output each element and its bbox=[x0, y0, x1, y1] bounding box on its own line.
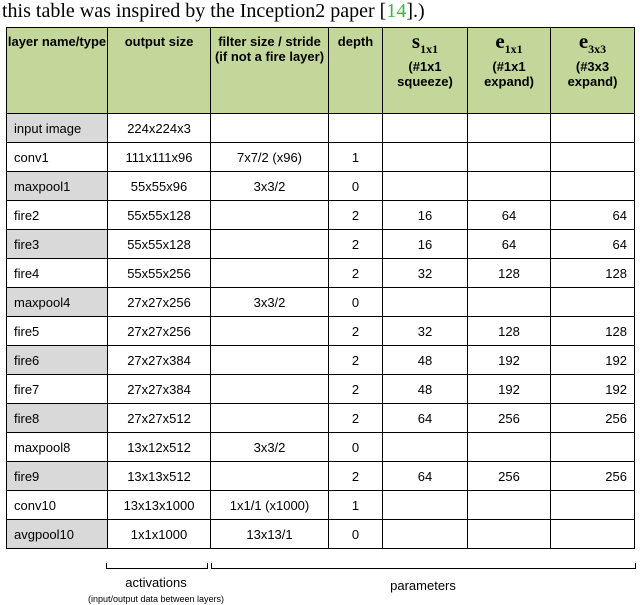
cell-output-size: 55x55x128 bbox=[108, 230, 211, 259]
cell-filter-size bbox=[211, 230, 329, 259]
table-row bbox=[7, 346, 635, 375]
cell-expand-1x1 bbox=[468, 172, 551, 201]
cell-expand-3x3 bbox=[551, 114, 635, 143]
cell-filter-size: 3x3/2 bbox=[211, 288, 329, 317]
cell-output-size: 13x12x512 bbox=[108, 433, 211, 462]
cell-layer: fire7 bbox=[7, 375, 108, 404]
cell-output-size: 1x1x1000 bbox=[108, 520, 211, 549]
cell-output-size: 27x27x256 bbox=[108, 288, 211, 317]
table-row bbox=[7, 288, 635, 317]
cell-squeeze bbox=[383, 114, 468, 143]
table-row bbox=[7, 375, 635, 404]
header-depth: depth bbox=[329, 28, 383, 114]
header-expand-1x1-sub: 1x1 bbox=[504, 42, 523, 57]
activations-label bbox=[76, 575, 236, 605]
cell-squeeze: 64 bbox=[383, 404, 468, 433]
cell-expand-3x3: 64 bbox=[551, 201, 635, 230]
header-expand-3x3 bbox=[551, 28, 635, 114]
table-row bbox=[7, 143, 635, 172]
cell-output-size: 13x13x512 bbox=[108, 462, 211, 491]
cell-depth: 2 bbox=[329, 317, 383, 346]
header-squeeze-desc: (#1x1 squeeze) bbox=[397, 59, 453, 90]
cell-depth: 2 bbox=[329, 404, 383, 433]
cell-layer: maxpool1 bbox=[7, 172, 108, 201]
cell-expand-3x3 bbox=[551, 491, 635, 520]
cell-expand-3x3: 192 bbox=[551, 346, 635, 375]
cell-output-size: 55x55x256 bbox=[108, 259, 211, 288]
cell-expand-1x1 bbox=[468, 114, 551, 143]
cell-expand-3x3: 128 bbox=[551, 317, 635, 346]
cell-output-size: 13x13x1000 bbox=[108, 491, 211, 520]
cell-expand-1x1: 192 bbox=[468, 375, 551, 404]
table-row bbox=[7, 114, 635, 143]
cell-expand-1x1: 128 bbox=[468, 317, 551, 346]
cell-expand-1x1 bbox=[468, 520, 551, 549]
header-filter-size: filter size / stride (if not a fire layer) bbox=[211, 28, 329, 114]
caption bbox=[2, 0, 425, 22]
cell-squeeze: 48 bbox=[383, 375, 468, 404]
cell-expand-3x3: 192 bbox=[551, 375, 635, 404]
header-expand-3x3-symbol: e bbox=[578, 29, 589, 53]
cell-squeeze bbox=[383, 288, 468, 317]
table-row bbox=[7, 259, 635, 288]
cell-filter-size: 3x3/2 bbox=[211, 433, 329, 462]
cell-expand-1x1: 192 bbox=[468, 346, 551, 375]
header-expand-3x3-desc: (#3x3 expand) bbox=[567, 59, 618, 90]
cell-expand-1x1: 256 bbox=[468, 462, 551, 491]
header-squeeze-symbol: s bbox=[411, 29, 421, 53]
table-row bbox=[7, 230, 635, 259]
cell-layer: maxpool8 bbox=[7, 433, 108, 462]
header-row bbox=[7, 28, 635, 114]
cell-expand-3x3: 256 bbox=[551, 404, 635, 433]
cell-expand-1x1 bbox=[468, 143, 551, 172]
cell-output-size: 55x55x96 bbox=[108, 172, 211, 201]
cell-layer: conv10 bbox=[7, 491, 108, 520]
header-layer: layer name/type bbox=[7, 28, 108, 114]
header-squeeze bbox=[383, 28, 468, 114]
table-row bbox=[7, 201, 635, 230]
header-expand-3x3-sub: 3x3 bbox=[588, 42, 607, 57]
cell-depth: 2 bbox=[329, 230, 383, 259]
cell-expand-1x1 bbox=[468, 491, 551, 520]
citation-link[interactable]: 14 bbox=[386, 0, 407, 22]
caption-text: this table was inspired by the Inception2 paper [ bbox=[2, 0, 387, 22]
cell-filter-size: 13x13/1 bbox=[211, 520, 329, 549]
cell-squeeze: 16 bbox=[383, 230, 468, 259]
cell-depth: 2 bbox=[329, 462, 383, 491]
table-row bbox=[7, 317, 635, 346]
cell-layer: fire9 bbox=[7, 462, 108, 491]
cell-depth: 2 bbox=[329, 201, 383, 230]
cell-expand-1x1: 64 bbox=[468, 201, 551, 230]
parameters-label: parameters bbox=[390, 578, 456, 593]
cell-layer: conv1 bbox=[7, 143, 108, 172]
cell-squeeze: 32 bbox=[383, 317, 468, 346]
cell-output-size: 27x27x512 bbox=[108, 404, 211, 433]
header-expand-1x1-symbol: e bbox=[495, 29, 505, 53]
parameters-brace bbox=[211, 563, 636, 569]
cell-expand-1x1: 128 bbox=[468, 259, 551, 288]
activations-brace bbox=[106, 563, 208, 569]
cell-depth: 0 bbox=[329, 433, 383, 462]
cell-expand-3x3 bbox=[551, 288, 635, 317]
cell-squeeze bbox=[383, 433, 468, 462]
cell-layer: fire8 bbox=[7, 404, 108, 433]
table-row bbox=[7, 404, 635, 433]
cell-filter-size: 3x3/2 bbox=[211, 172, 329, 201]
cell-expand-3x3 bbox=[551, 520, 635, 549]
table-row bbox=[7, 433, 635, 462]
cell-output-size: 224x224x3 bbox=[108, 114, 211, 143]
cell-expand-1x1 bbox=[468, 433, 551, 462]
table-row bbox=[7, 491, 635, 520]
cell-depth bbox=[329, 114, 383, 143]
cell-layer: maxpool4 bbox=[7, 288, 108, 317]
cell-squeeze: 48 bbox=[383, 346, 468, 375]
cell-filter-size bbox=[211, 114, 329, 143]
cell-expand-3x3 bbox=[551, 143, 635, 172]
cell-depth: 2 bbox=[329, 375, 383, 404]
table-row bbox=[7, 462, 635, 491]
cell-depth: 0 bbox=[329, 520, 383, 549]
cell-output-size: 27x27x256 bbox=[108, 317, 211, 346]
header-output-size: output size bbox=[108, 28, 211, 114]
cell-depth: 2 bbox=[329, 259, 383, 288]
cell-output-size: 111x111x96 bbox=[108, 143, 211, 172]
cell-expand-1x1 bbox=[468, 288, 551, 317]
caption-end: ].) bbox=[406, 0, 425, 22]
architecture-table bbox=[6, 27, 635, 549]
cell-output-size: 55x55x128 bbox=[108, 201, 211, 230]
cell-layer: fire6 bbox=[7, 346, 108, 375]
cell-expand-1x1: 64 bbox=[468, 230, 551, 259]
cell-depth: 2 bbox=[329, 346, 383, 375]
cell-depth: 0 bbox=[329, 288, 383, 317]
cell-filter-size bbox=[211, 259, 329, 288]
cell-expand-3x3: 256 bbox=[551, 462, 635, 491]
table-row bbox=[7, 172, 635, 201]
cell-squeeze bbox=[383, 491, 468, 520]
header-squeeze-sub: 1x1 bbox=[420, 42, 439, 57]
cell-layer: input image bbox=[7, 114, 108, 143]
cell-expand-3x3: 64 bbox=[551, 230, 635, 259]
cell-filter-size bbox=[211, 201, 329, 230]
cell-filter-size bbox=[211, 346, 329, 375]
cell-squeeze: 32 bbox=[383, 259, 468, 288]
cell-depth: 0 bbox=[329, 172, 383, 201]
cell-squeeze bbox=[383, 520, 468, 549]
header-expand-1x1-desc: (#1x1 expand) bbox=[484, 59, 534, 90]
cell-squeeze bbox=[383, 172, 468, 201]
activations-text: activations bbox=[125, 575, 187, 590]
activations-subtext: (input/output data between layers) bbox=[87, 594, 225, 604]
cell-expand-3x3 bbox=[551, 172, 635, 201]
cell-expand-3x3: 128 bbox=[551, 259, 635, 288]
cell-expand-1x1: 256 bbox=[468, 404, 551, 433]
cell-output-size: 27x27x384 bbox=[108, 375, 211, 404]
cell-depth: 1 bbox=[329, 143, 383, 172]
cell-depth: 1 bbox=[329, 491, 383, 520]
cell-filter-size bbox=[211, 375, 329, 404]
table-row bbox=[7, 520, 635, 549]
cell-expand-3x3 bbox=[551, 433, 635, 462]
cell-squeeze bbox=[383, 143, 468, 172]
cell-layer: fire2 bbox=[7, 201, 108, 230]
cell-filter-size bbox=[211, 462, 329, 491]
cell-layer: fire5 bbox=[7, 317, 108, 346]
header-expand-1x1 bbox=[468, 28, 551, 114]
cell-filter-size: 1x1/1 (x1000) bbox=[211, 491, 329, 520]
cell-output-size: 27x27x384 bbox=[108, 346, 211, 375]
cell-squeeze: 16 bbox=[383, 201, 468, 230]
cell-layer: avgpool10 bbox=[7, 520, 108, 549]
cell-filter-size bbox=[211, 317, 329, 346]
cell-layer: fire3 bbox=[7, 230, 108, 259]
cell-filter-size bbox=[211, 404, 329, 433]
cell-filter-size: 7x7/2 (x96) bbox=[211, 143, 329, 172]
cell-layer: fire4 bbox=[7, 259, 108, 288]
table-body bbox=[7, 114, 635, 549]
cell-squeeze: 64 bbox=[383, 462, 468, 491]
